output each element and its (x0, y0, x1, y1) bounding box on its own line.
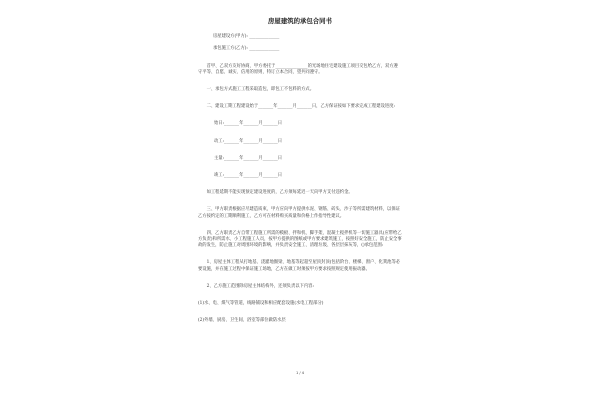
clause-construction-period: 二、建设工期工程建设始于_______年_______月_______日，乙方保证按如下要求完成工程建设进度: (206, 104, 395, 110)
document-title: 房屋建筑的承包合同书 (268, 17, 332, 25)
clause-scope-extra: 2、乙方施工范围除房屋主体结构外，还须负责以下内容: (206, 283, 314, 289)
party-owner-line: 房屋建设方(甲方): ______________ (213, 34, 280, 40)
schedule-groundbreak-line: 动工:_______年_______月_______日 (214, 138, 283, 144)
clause-contractor-duties: 四、乙方职责乙方自带工程施工所需的模板、拌和机、脚手架、混凝土搅拌机等一切施工器具(应带给乙方负责)和所需水、小工程施工人员，按甲方提供的图纸或甲方要求建筑施工，按照好安全施工，防止安全事故的发生，防止施工对周围环境的影响，并负责安全施工、清理垃圾、各层层抹灰等，()承包范围: (198, 230, 402, 249)
clause-scope-item-2: (2)外墙、厨房、卫生间、浴室等部位做防水层 (198, 318, 286, 324)
clause-contract-method: 一、承包方式施工工程采取造包，即包工不包料的方式。 (206, 87, 315, 93)
schedule-main-line: 主量:_______年_______月_______日 (214, 155, 283, 161)
schedule-start-line: 始日:_______年_______月_______日 (214, 121, 283, 127)
clause-delay-penalty: 如工程延期不能实现预定建设进度的，乙方须每延迟一天向甲方支付违约金。 (206, 190, 353, 196)
clause-main-structure: 1、房屋主体工程从打地基、浇灌地圈梁、地基等起超至屋顶封顶(包括阶台、楼梯、窗户、化粪池等必要设施，并在施工过程中保证施工场地，乙方在做工时须按甲方要求按照规定使用振动器。 (198, 260, 401, 272)
document-body (198, 18, 402, 324)
page-number: 1 / 4 (295, 371, 305, 375)
intro-paragraph: 首甲、乙双方友好协商，甲方委托于_______________的光场地住宅建设施工项目交包给乙方，双方遵守平等、自愿、诚实、信用的原则，特订立本合同，望共同遵守。 (198, 63, 398, 75)
party-contractor-line: 承包施工方(乙方): ______________ (213, 46, 280, 52)
clause-scope-item-1: (1)水、电、煤气等管道，线路铺设和相应配套设施(水电工程部分) (198, 301, 324, 307)
clause-owner-duties: 三、甲方职责根据应尽建造质束，甲方应向甲方提供水泥、钢筋、砖头、沙子等所需建筑材料，以保证乙方按约定的工期顺利施工，乙方可在材料购买质量和价格上作指导性建议。 (198, 207, 400, 219)
schedule-completion-line: 竣工:_______年_______月_______日 (214, 173, 283, 179)
